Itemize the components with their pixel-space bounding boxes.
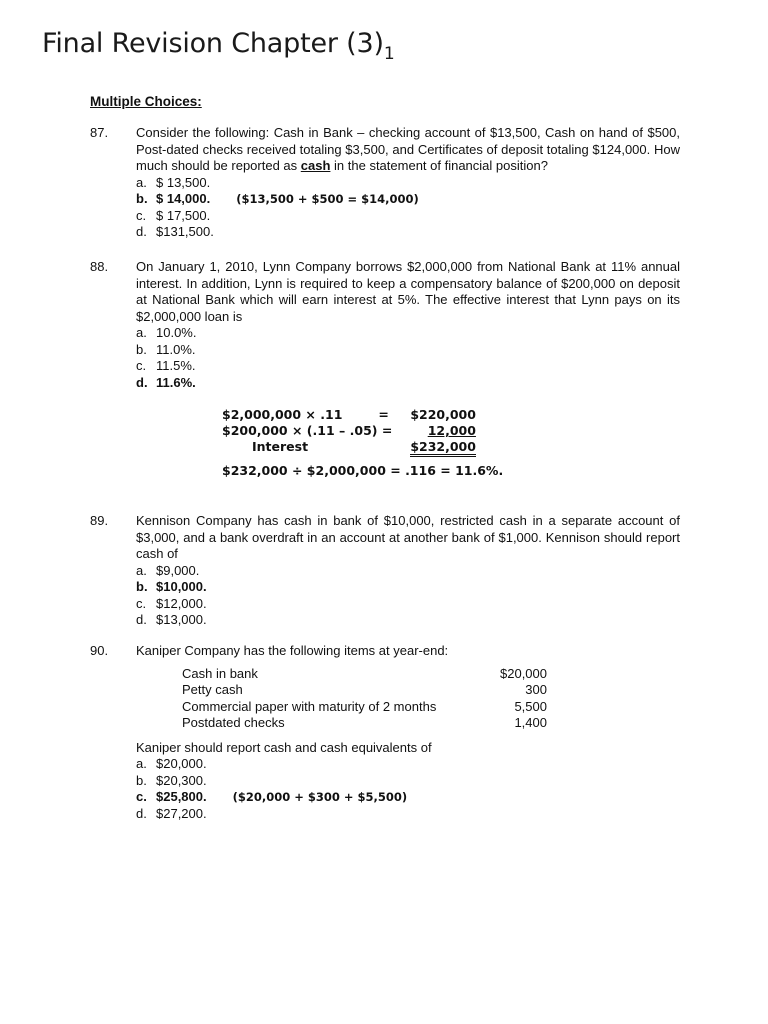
- calc-equals: =: [378, 407, 389, 422]
- year-end-items: [182, 666, 680, 732]
- item-row: Cash in bank $20,000: [182, 665, 547, 681]
- option-c: c. $ 17,500.: [136, 207, 211, 223]
- option-d: d. $131,500.: [136, 224, 214, 239]
- option-a: a. $ 13,500.: [136, 174, 211, 190]
- option-c: c. $12,000.: [136, 595, 207, 611]
- question-90: [90, 643, 680, 822]
- question-text: Consider the following: Cash in Bank – checking account of $13,500, Cash on hand of $500, Post-dated checks received totaling $3,500, and Certificates of deposit totaling $124,000. How much should be reported as cash in the statement of financial position?: [136, 125, 680, 173]
- calc-total: $232,000: [410, 439, 476, 457]
- option-b: b. $10,000.: [136, 579, 207, 594]
- section-heading: Multiple Choices:: [90, 94, 202, 109]
- calc-line-value: $220,000: [410, 407, 476, 422]
- item-row: Petty cash 300: [182, 682, 547, 697]
- calc-result: $232,000 ÷ $2,000,000 = .116 = 11.6%.: [222, 463, 504, 478]
- question-88: [90, 259, 680, 480]
- emphasis-cash: cash: [300, 158, 331, 173]
- question-number: 87.: [90, 125, 109, 140]
- option-d: d. $27,200.: [136, 805, 207, 821]
- question-text: On January 1, 2010, Lynn Company borrows $2,000,000 from National Bank at 11% annual interest. In addition, Lynn is required to keep a compensatory balance of $200,000 on deposit at National Bank which will earn interest at 5%. The effective interest that Lynn pays on its $2,000,000 loan is: [136, 259, 680, 324]
- question-number: 90.: [90, 643, 109, 658]
- option-d: d. 11.6%.: [136, 374, 196, 390]
- option-c: c. $25,800. ($20,000 + $300 + $5,500): [136, 789, 408, 804]
- question-number: 89.: [90, 513, 109, 528]
- option-c: c. 11.5%.: [136, 358, 196, 373]
- question-prompt: Kaniper should report cash and cash equivalents of: [136, 739, 432, 755]
- title-subscript: 1: [383, 44, 395, 64]
- question-number: 88.: [90, 259, 109, 274]
- option-a: a. $9,000.: [136, 562, 200, 578]
- question-87: [90, 125, 680, 241]
- option-a: a. $20,000.: [136, 756, 207, 771]
- question-text: Kennison Company has cash in bank of $10,000, restricted cash in a separate account of $3,000, and a bank overdraft in an account at another bank of $1,000. Kennison should report cash of: [136, 513, 680, 561]
- option-b: b. 11.0%.: [136, 341, 196, 357]
- calc-line-label: Interest: [252, 439, 309, 454]
- answer-note: ($20,000 + $300 + $5,500): [232, 790, 408, 804]
- option-d: d. $13,000.: [136, 612, 207, 627]
- option-b: b. $ 14,000. ($13,500 + $500 = $14,000): [136, 191, 419, 206]
- option-a: a. 10.0%.: [136, 325, 197, 340]
- calc-line-label: $2,000,000 × .11: [222, 407, 343, 422]
- answer-note: ($13,500 + $500 = $14,000): [236, 192, 419, 206]
- question-89: [90, 513, 680, 629]
- item-row: Postdated checks 1,400: [182, 715, 547, 730]
- page-title: Final Revision Chapter $(3)_1$: [42, 28, 395, 64]
- option-b: b. $20,300.: [136, 772, 207, 788]
- calc-line-label: $200,000 × (.11 – .05) =: [222, 423, 393, 438]
- item-row: Commercial paper with maturity of 2 months 5,500: [182, 698, 547, 714]
- question-text: Kaniper Company has the following items at year-end:: [136, 643, 449, 658]
- solution-calculation: [222, 407, 680, 480]
- calc-line-value: 12,000: [427, 423, 476, 438]
